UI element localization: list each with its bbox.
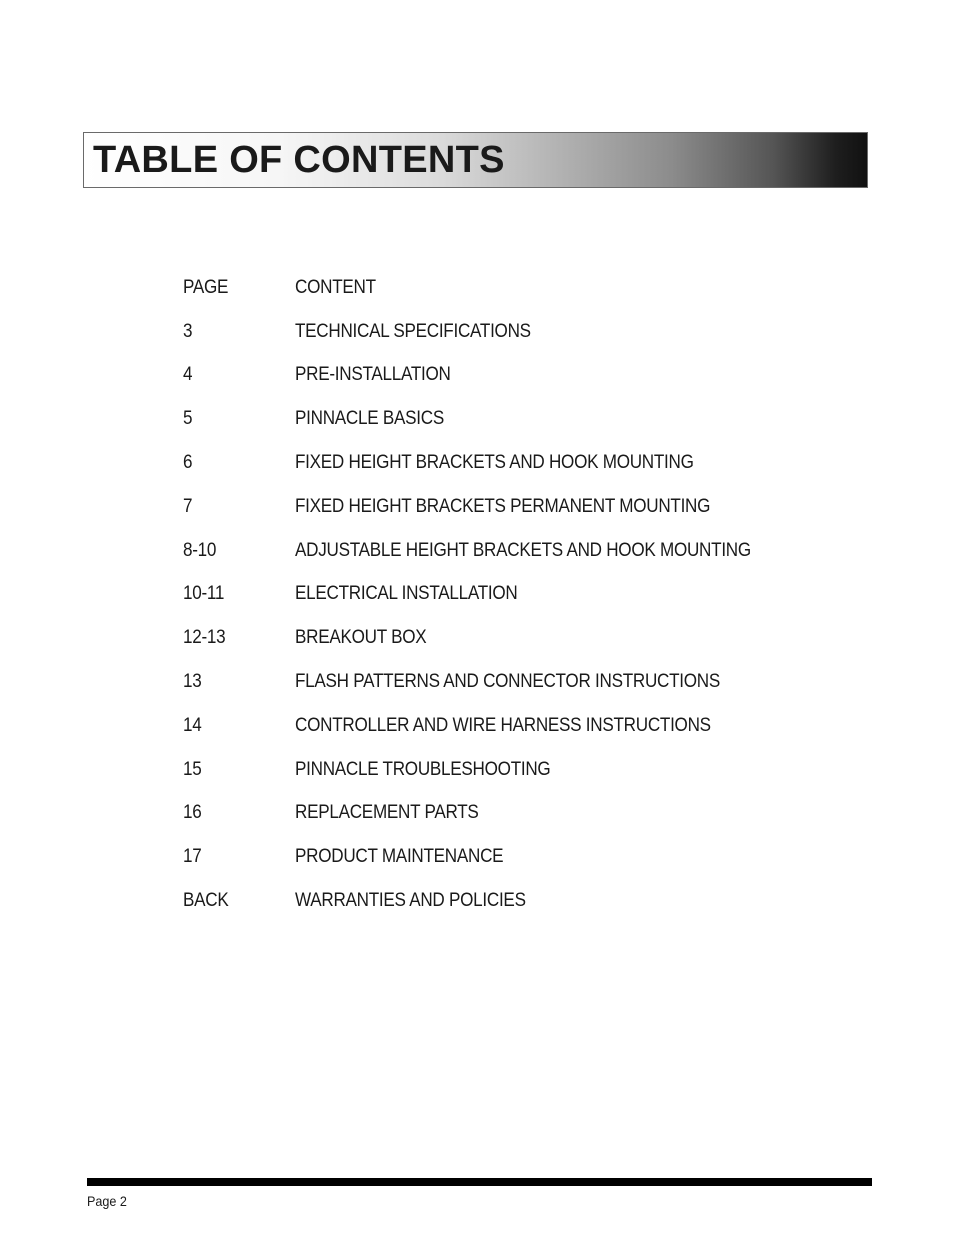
toc-entry-title: PINNACLE BASICS <box>295 408 444 430</box>
toc-entry[interactable] <box>183 310 843 354</box>
toc-entry-title: CONTROLLER AND WIRE HARNESS INSTRUCTIONS <box>295 714 711 736</box>
table-of-contents <box>183 266 843 923</box>
toc-entry[interactable] <box>183 748 843 792</box>
footer-divider <box>87 1178 872 1186</box>
toc-entry-page: 4 <box>183 364 193 386</box>
toc-entry-page: 7 <box>183 495 193 517</box>
footer-page-number: Page 2 <box>87 1193 127 1209</box>
toc-entry-title: TECHNICAL SPECIFICATIONS <box>295 320 531 342</box>
toc-entry-title: WARRANTIES AND POLICIES <box>295 890 526 912</box>
toc-header-row <box>183 266 843 310</box>
toc-entry-page: 13 <box>183 671 202 693</box>
toc-entry[interactable] <box>183 529 843 573</box>
toc-entry[interactable] <box>183 660 843 704</box>
toc-entry-title: PINNACLE TROUBLESHOOTING <box>295 758 551 780</box>
toc-entry[interactable] <box>183 354 843 398</box>
toc-column-header-page: PAGE <box>183 276 229 298</box>
toc-entry-page: 16 <box>183 802 202 824</box>
toc-entry-page: 17 <box>183 846 202 868</box>
page-title: TABLE OF CONTENTS <box>93 139 505 181</box>
toc-entry[interactable] <box>183 616 843 660</box>
toc-entry-page: 8-10 <box>183 539 217 561</box>
toc-entry[interactable] <box>183 835 843 879</box>
toc-entry-title: FIXED HEIGHT BRACKETS AND HOOK MOUNTING <box>295 452 694 474</box>
toc-column-header-content: CONTENT <box>295 276 376 298</box>
toc-entry-title: REPLACEMENT PARTS <box>295 802 479 824</box>
toc-entry-title: BREAKOUT BOX <box>295 627 427 649</box>
title-banner <box>83 132 868 188</box>
toc-entry-page: BACK <box>183 890 229 912</box>
toc-entry-page: 3 <box>183 320 193 342</box>
toc-entry-title: FLASH PATTERNS AND CONNECTOR INSTRUCTIONS <box>295 671 721 693</box>
toc-entry-title: PRODUCT MAINTENANCE <box>295 846 504 868</box>
toc-entry-page: 5 <box>183 408 193 430</box>
toc-entry-page: 15 <box>183 758 202 780</box>
toc-entry-title: ELECTRICAL INSTALLATION <box>295 583 518 605</box>
toc-entry[interactable] <box>183 573 843 617</box>
toc-entry[interactable] <box>183 441 843 485</box>
toc-entry-page: 14 <box>183 714 202 736</box>
toc-entry-page: 10-11 <box>183 583 225 605</box>
toc-entry[interactable] <box>183 704 843 748</box>
toc-entry-title: FIXED HEIGHT BRACKETS PERMANENT MOUNTING <box>295 495 711 517</box>
toc-entry-page: 6 <box>183 452 193 474</box>
toc-entry[interactable] <box>183 397 843 441</box>
toc-entry-title: ADJUSTABLE HEIGHT BRACKETS AND HOOK MOUNTING <box>295 539 751 561</box>
toc-entry[interactable] <box>183 792 843 836</box>
toc-entry[interactable] <box>183 879 843 923</box>
toc-entry-title: PRE-INSTALLATION <box>295 364 451 386</box>
toc-entry[interactable] <box>183 485 843 529</box>
toc-entry-page: 12-13 <box>183 627 226 649</box>
